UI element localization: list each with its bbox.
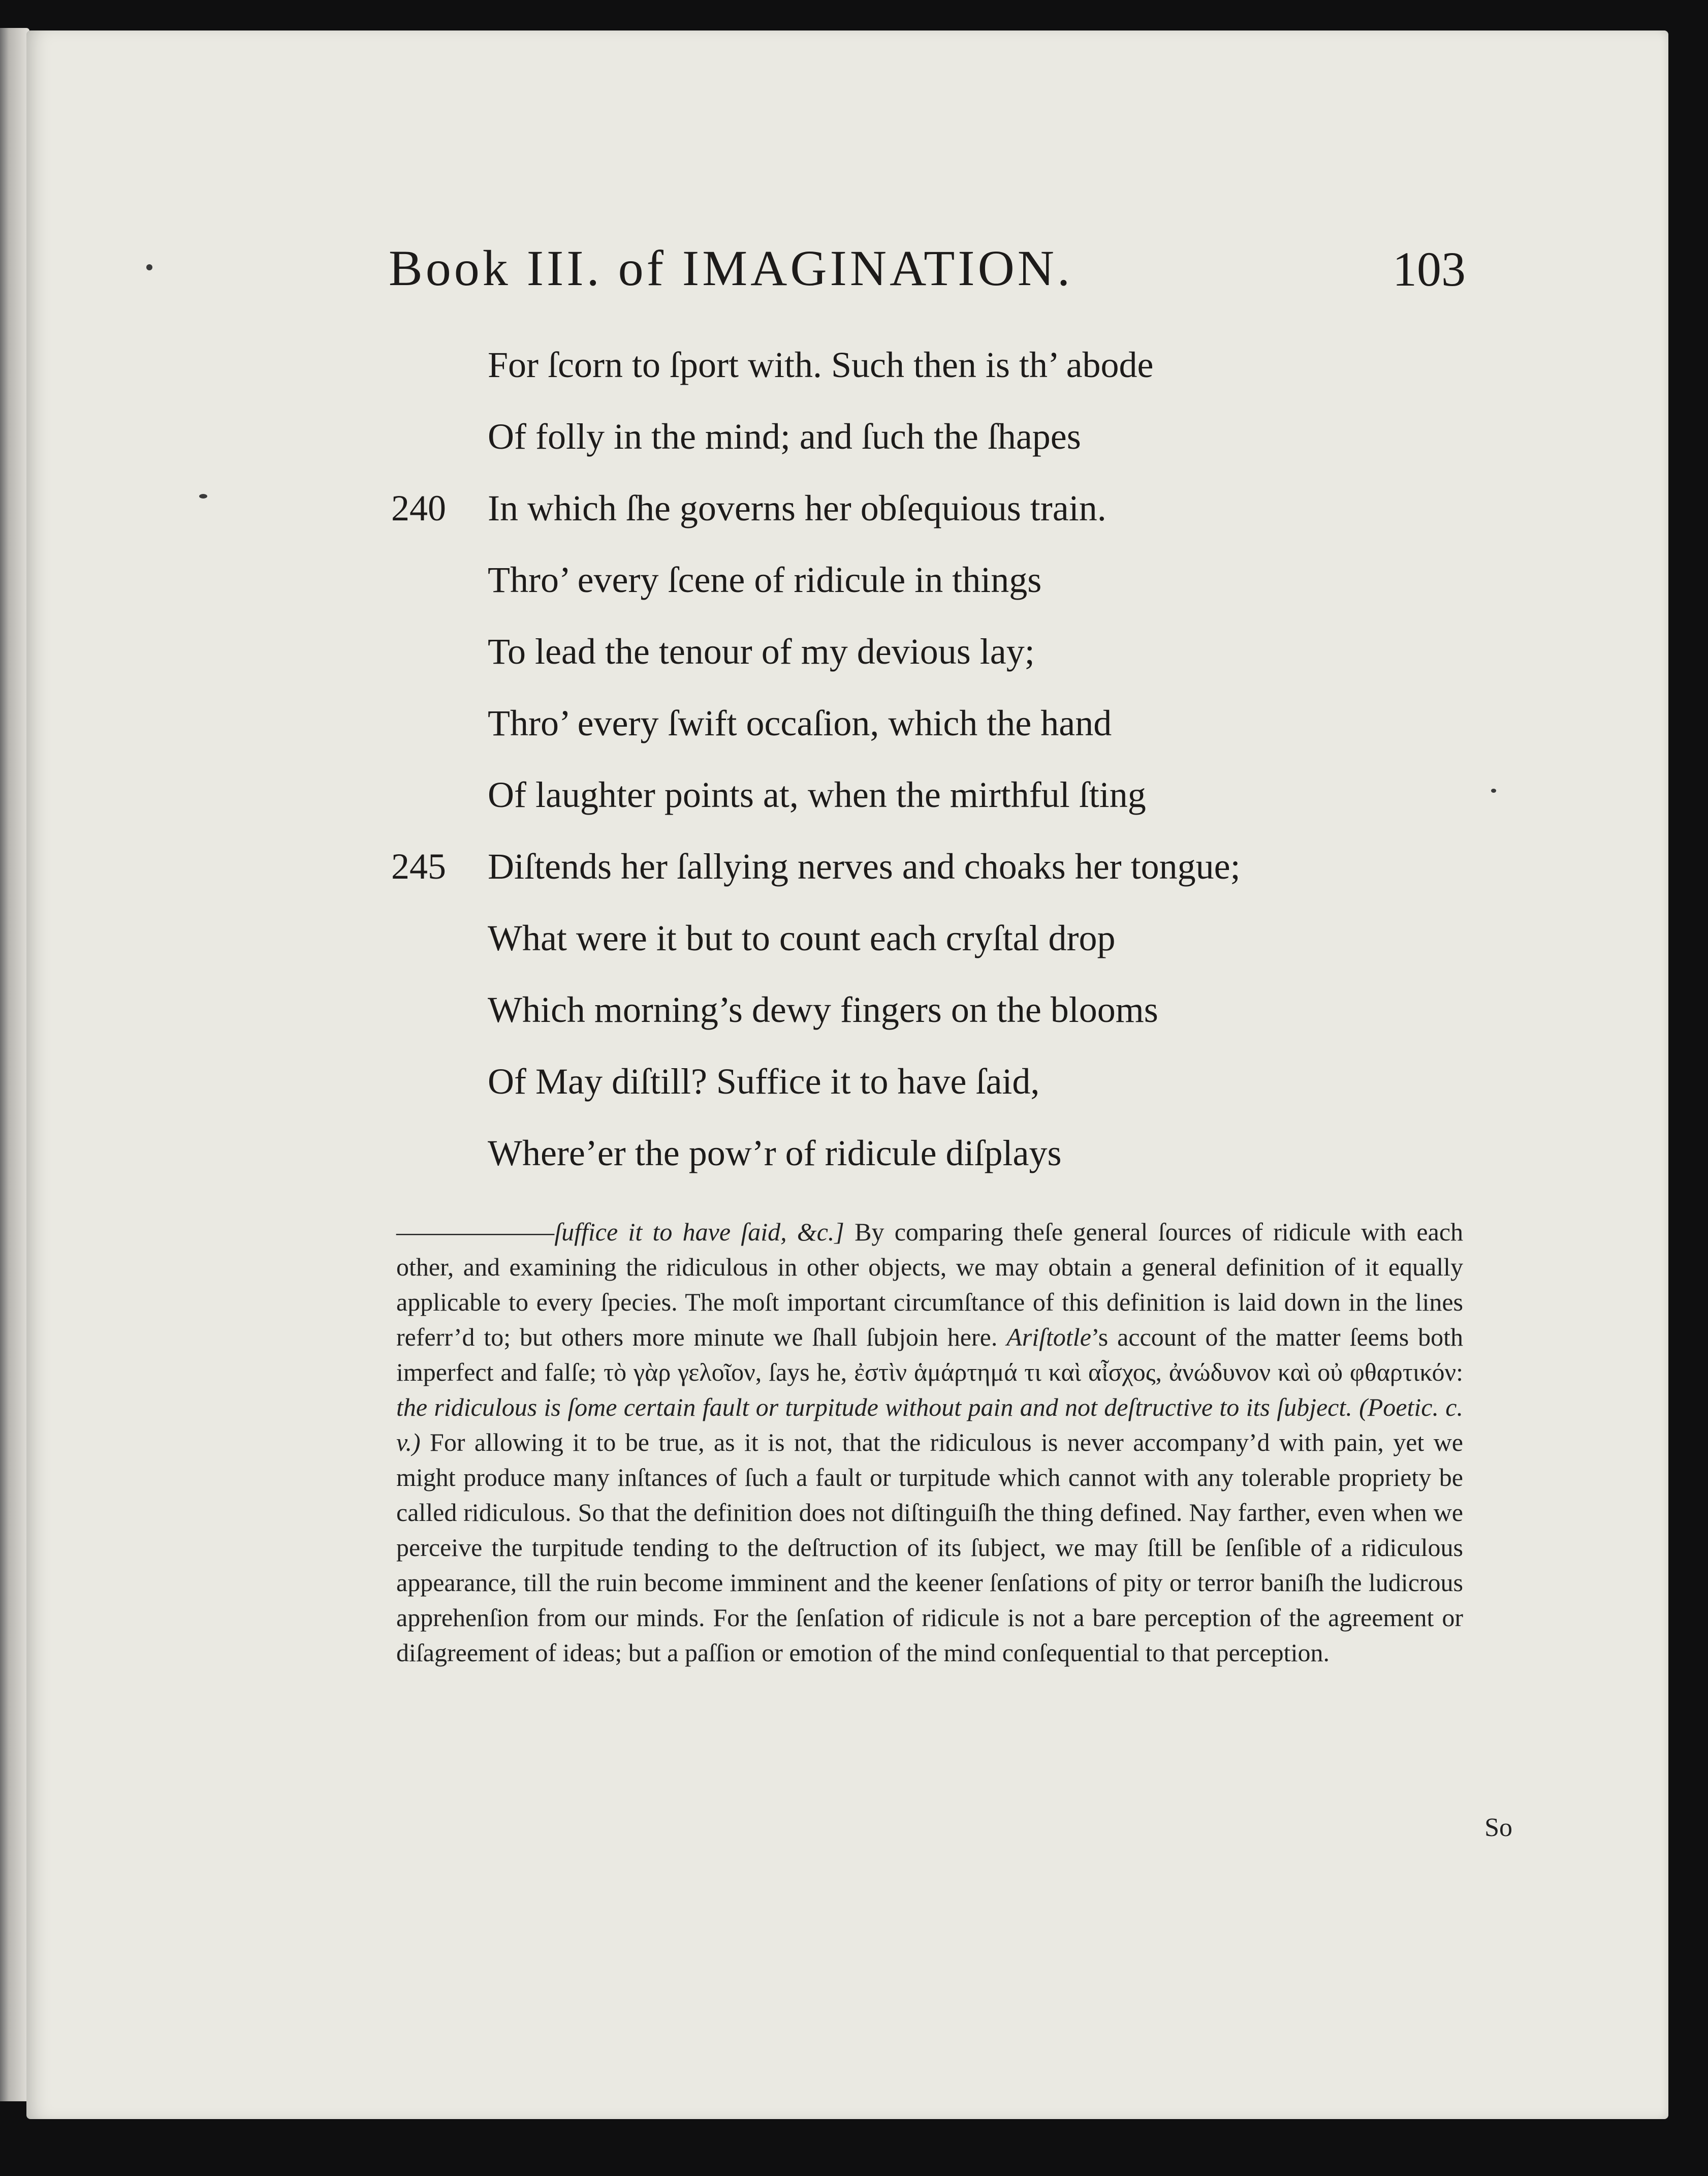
verse-text: For ſcorn to ſport with. Such then is th’ abode — [488, 345, 1154, 385]
verse-text: Which morning’s dewy fingers on the blooms — [488, 989, 1158, 1030]
catchword: So — [1484, 1813, 1512, 1842]
verse-text: Thro’ every ſwift occaſion, which the hand — [488, 703, 1112, 743]
ink-speck — [1491, 789, 1496, 793]
verse-text: Of folly in the mind; and ſuch the ſhapes — [488, 416, 1081, 457]
verse-block — [391, 334, 1458, 1193]
line-number: 245 — [391, 846, 446, 887]
verse-line — [391, 979, 1458, 1051]
verse-line — [391, 549, 1458, 621]
verse-text: In which ſhe governs her obſequious train. — [488, 488, 1106, 529]
verse-text: What were it but to count each cryſtal drop — [488, 918, 1116, 958]
verse-line — [391, 908, 1458, 979]
verse-text: Of May diſtill? Suffice it to have ſaid, — [488, 1061, 1040, 1102]
verse-line — [391, 693, 1458, 764]
footnote-translation: the ridiculous is ſome certain fault or turpitude without pain and not deſtructive to its ſubject. — [396, 1393, 1352, 1421]
verse-line — [391, 764, 1458, 836]
footnote — [396, 1215, 1463, 1670]
verse-line — [391, 406, 1458, 478]
ink-speck — [146, 264, 152, 270]
verse-line — [391, 621, 1458, 693]
verse-line — [391, 836, 1458, 908]
footnote-author: Ariſtotle — [1006, 1323, 1091, 1351]
footnote-lemma: ———————ſuffice it to have ſaid, &c.] — [396, 1218, 844, 1246]
verse-text: Where’er the pow’r of ridicule diſplays — [488, 1133, 1062, 1173]
footnote-text: For allowing it to be true, as it is not, that the ridiculous is never accompany’d with pain, yet we might produce many inſtances of ſuch a fault or turpitude which cannot with any tolerable propriety be called ridiculous. So that the definition does not diſtinguiſh the thing defined. Nay farther, even when we perceive the turpitude tending to the deſtruction of its ſubject, we may ſtill be ſenſible of a ridiculous appearance, till the ruin become imminent and the keener ſenſations of pity or terror baniſh the ludicrous apprehenſion from our minds. For the ſenſation of ridicule is not a bare perception of the agreement or diſagreement of ideas; but a paſſion or emotion of the mind conſequential to that perception. — [396, 1428, 1463, 1667]
verse-text: Thro’ every ſcene of ridicule in things — [488, 559, 1042, 600]
footnote-text: By comparing theſe general ſources of ridicule with each other, and examining the ridiculous in other objects, we may obtain a general definition of it equally applicable to every ſpecies. The moſt important circumſtance of this definition is laid down in the lines referr’d to; but others more minute we ſhall ſubjoin here. — [396, 1218, 1464, 1351]
verse-line — [391, 334, 1458, 406]
verse-line — [391, 478, 1458, 549]
footnote-text: ſays he, — [762, 1358, 855, 1386]
footnote-text: ’s account of the matter ſeems both imperfect and falſe; — [396, 1323, 1464, 1386]
greek-quote: ἐστὶν ἁμάρτημά τι καὶ αἶσχος, ἀνώδυνον καὶ οὐ φθαρτικόν: — [854, 1358, 1463, 1386]
verse-line — [391, 1051, 1458, 1123]
verse-text: Diſtends her ſallying nerves and choaks her tongue; — [488, 846, 1241, 887]
page-header — [389, 239, 1466, 320]
verse-text: Of laughter points at, when the mirthful ſting — [488, 774, 1146, 815]
verse-line — [391, 1123, 1458, 1194]
footnote-citation: (Poetic. c. v.) — [396, 1393, 1463, 1456]
running-title: Book III. of IMAGINATION. — [389, 240, 1073, 296]
previous-page-edge — [0, 28, 29, 2101]
line-number: 240 — [391, 488, 446, 529]
page-number: 103 — [1393, 242, 1466, 296]
verse-text: To lead the tenour of my devious lay; — [488, 631, 1035, 672]
ink-speck — [199, 494, 207, 499]
greek-quote: τὸ γὰρ γελοῖον, — [604, 1358, 762, 1386]
